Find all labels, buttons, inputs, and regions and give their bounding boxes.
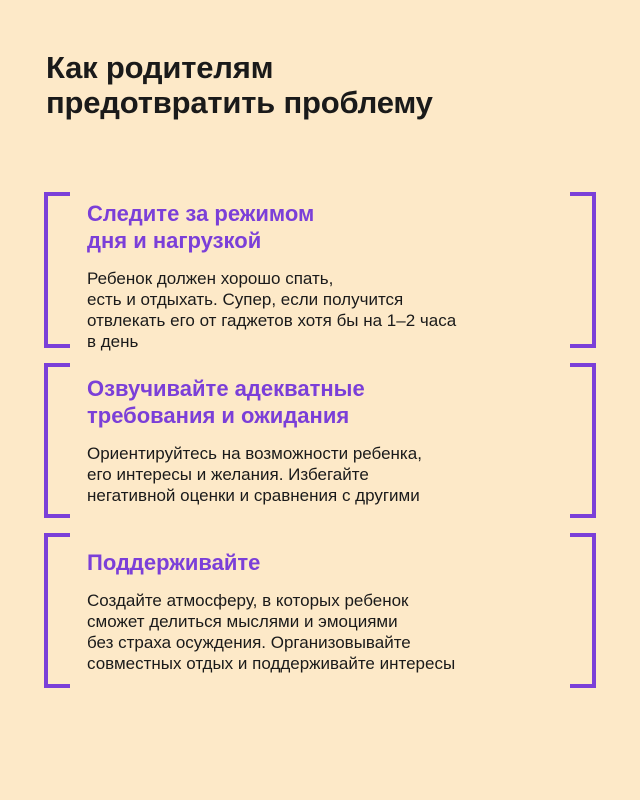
tip-card-title: Следите за режимом дня и нагрузкой — [87, 201, 315, 253]
right-bracket-decoration — [570, 363, 596, 518]
right-bracket-decoration — [570, 192, 596, 348]
tip-card-expectations — [44, 363, 596, 518]
tip-card-content — [87, 200, 566, 352]
tip-card-support — [44, 533, 596, 688]
tip-card-content — [87, 549, 566, 674]
tip-card-sleep-schedule — [44, 192, 596, 351]
left-bracket-decoration — [44, 363, 70, 518]
tip-card-title: Озвучивайте адекватные требования и ожидания — [87, 376, 365, 428]
right-bracket-decoration — [570, 533, 596, 688]
tip-card-text: Ориентируйтесь на возможности ребенка, его интересы и желания. Избегайте негативной оценки и сравнения с другими — [87, 444, 422, 505]
tip-card-content — [87, 375, 566, 506]
left-bracket-decoration — [44, 533, 70, 688]
tip-card-text: Создайте атмосферу, в которых ребенок сможет делиться мыслями и эмоциями без страха осуждения. Организовывайте совместных отдых и поддерживайте интересы — [87, 591, 456, 673]
tip-card-title: Поддерживайте — [87, 550, 261, 575]
left-bracket-decoration — [44, 192, 70, 348]
tip-card-text: Ребенок должен хорошо спать, есть и отдыхать. Супер, если получится отвлекать его от гаджетов хотя бы на 1–2 часа в день — [87, 269, 457, 351]
page-title: Как родителям предотвратить проблему — [46, 50, 433, 120]
